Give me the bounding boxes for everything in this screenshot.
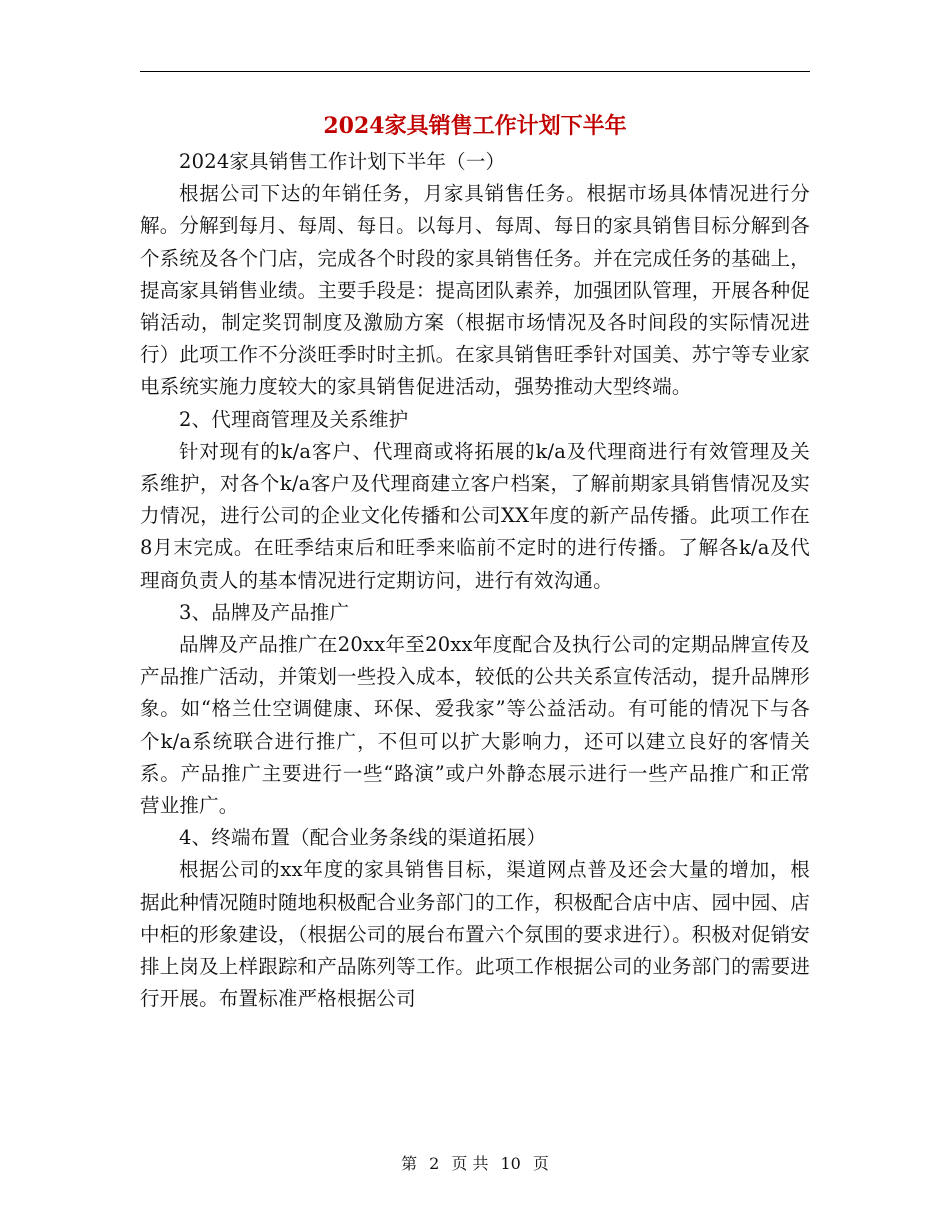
page-footer bbox=[0, 1152, 950, 1176]
header-rule bbox=[140, 71, 810, 72]
footer-total-pages: 10 bbox=[500, 1154, 521, 1173]
footer-suffix: 页 bbox=[532, 1154, 549, 1173]
section-heading-brand-promotion: 3、品牌及产品推广 bbox=[179, 600, 350, 624]
footer-prefix: 第 bbox=[401, 1154, 418, 1173]
section-heading-terminal-layout: 4、终端布置（配合业务条线的渠道拓展） bbox=[179, 826, 547, 850]
footer-middle: 页 共 bbox=[451, 1154, 489, 1173]
paragraph-terminal-layout: 根据公司的xx年度的家具销售目标，渠道网点普及还会大量的增加，根据此种情况随时随地积极配合业务部门的工作，积极配合店中店、园中园、店中柜的形象建设，（根据公司的展台布置六个氛围的要求进行）。积极对促销安排上岗及上样跟踪和产品陈列等工作。此项工作根据公司的业务部门的需要进行开展。布置标准严格根据公司 bbox=[140, 858, 811, 1011]
paragraph-brand-promotion: 品牌及产品推广在20xx年至20xx年度配合及执行公司的定期品牌宣传及产品推广活动，并策划一些投入成本，较低的公共关系宣传活动，提升品牌形象。如“格兰仕空调健康、环保、爱我家”等公益活动。有可能的情况下与各个k/a系统联合进行推广，不但可以扩大影响力，还可以建立良好的客情关系。产品推广主要进行一些“路演”或户外静态展示进行一些产品推广和正常营业推广。 bbox=[140, 633, 810, 818]
paragraph-agent-management: 针对现有的k/a客户、代理商或将拓展的k/a及代理商进行有效管理及关系维护，对各个k/a客户及代理商建立客户档案，了解前期家具销售情况及实力情况，进行公司的企业文化传播和公司XX年度的新产品传播。此项工作在8月末完成。在旺季结束后和旺季来临前不定时的进行传播。了解各k/a及代理商负责人的基本情况进行定期访问，进行有效沟通。 bbox=[140, 439, 810, 592]
footer-page-number: 2 bbox=[429, 1154, 440, 1173]
document-body bbox=[140, 146, 810, 1015]
section-heading-agent-management: 2、代理商管理及关系维护 bbox=[179, 407, 409, 431]
paragraph-sales-targets: 根据公司下达的年销任务，月家具销售任务。根据市场具体情况进行分解。分解到每月、每周、每日。以每月、每周、每日的家具销售目标分解到各个系统及各个门店，完成各个时段的家具销售任务。并在完成任务的基础上，提高家具销售业绩。主要手段是：提高团队素养，加强团队管理，开展各种促销活动，制定奖罚制度及激励方案（根据市场情况及各时间段的实际情况进行）此项工作不分淡旺季时时主抓。在家具销售旺季针对国美、苏宁等专业家电系统实施力度较大的家具销售促进活动，强势推动大型终端。 bbox=[140, 182, 810, 399]
document-title: 2024家具销售工作计划下半年 bbox=[323, 113, 627, 139]
paragraph-subtitle: 2024家具销售工作计划下半年（一） bbox=[179, 150, 506, 173]
